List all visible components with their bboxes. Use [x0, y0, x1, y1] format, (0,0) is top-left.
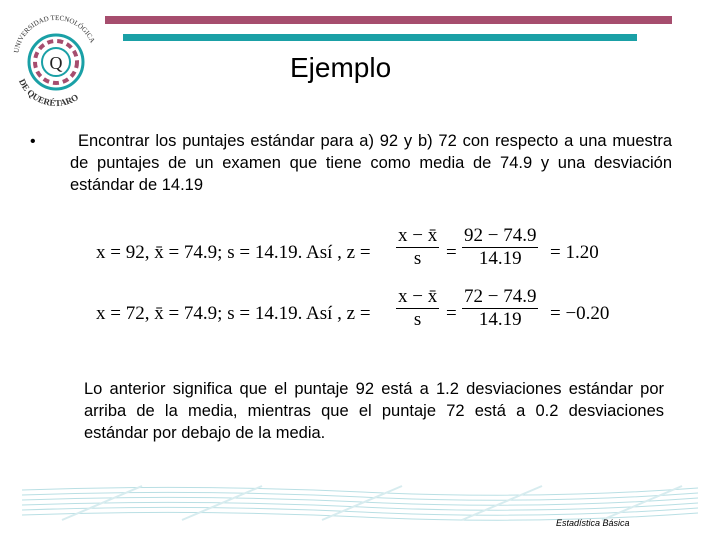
equation-2-fraction-general	[396, 286, 439, 331]
equation-1-result: = 1.20	[550, 242, 599, 263]
equation-2-frac2-numerator: 72 − 74.9	[464, 286, 537, 307]
equation-2-result: = −0.20	[550, 303, 610, 324]
equation-2-frac1-numerator: x − x̄	[398, 286, 438, 307]
slide-title: Ejemplo	[290, 52, 392, 83]
logo-ring-text-bottom: DE QUERÉTARO	[16, 77, 81, 109]
equation-2-frac1-denominator: s	[413, 309, 422, 330]
conclusion-text: Lo anterior significa que el puntaje 92 está a 1.2 desviaciones estándar por arriba de la media, mientras que el puntaje 72 está a 0.2 desviaciones estándar por debajo de la media.	[84, 380, 664, 442]
equation-2-equals: =	[446, 303, 457, 324]
logo-ring-text-top: UNIVERSIDAD TECNOLÓGICA	[12, 13, 97, 54]
equation-2-fraction-values	[462, 286, 538, 331]
equation-1-frac1-denominator: s	[413, 248, 422, 269]
equation-1-frac2-numerator: 92 − 74.9	[464, 225, 537, 246]
problem-text: Encontrar los puntajes estándar para a) 92 y b) 72 con respecto a una muestra de puntajes de un examen que tiene como media de 74.9 y una desviación estándar de 14.19	[70, 132, 672, 194]
equation-1-frac2-denominator: 14.19	[478, 248, 522, 269]
equation-1-frac1-numerator: x − x̄	[398, 225, 438, 246]
equation-2-lhs: x = 72, x̄ = 74.9; s = 14.19. Así , z =	[96, 303, 371, 324]
logo-letter: Q	[49, 53, 63, 73]
equation-2-frac2-denominator: 14.19	[478, 309, 522, 330]
equation-1-fraction-values	[462, 225, 538, 270]
header-accent-bar-top	[105, 16, 672, 24]
header-accent-bar-mid	[123, 34, 637, 41]
university-logo	[8, 6, 104, 112]
equation-1-fraction-general	[396, 225, 439, 270]
footer-decorative-pattern	[22, 482, 698, 522]
footer-course-name: Estadística Básica	[556, 518, 630, 528]
problem-statement	[70, 130, 672, 196]
bullet-marker: •	[30, 133, 36, 150]
equation-1-equals: =	[446, 242, 457, 263]
equation-1-lhs: x = 92, x̄ = 74.9; s = 14.19. Así , z =	[96, 242, 371, 263]
